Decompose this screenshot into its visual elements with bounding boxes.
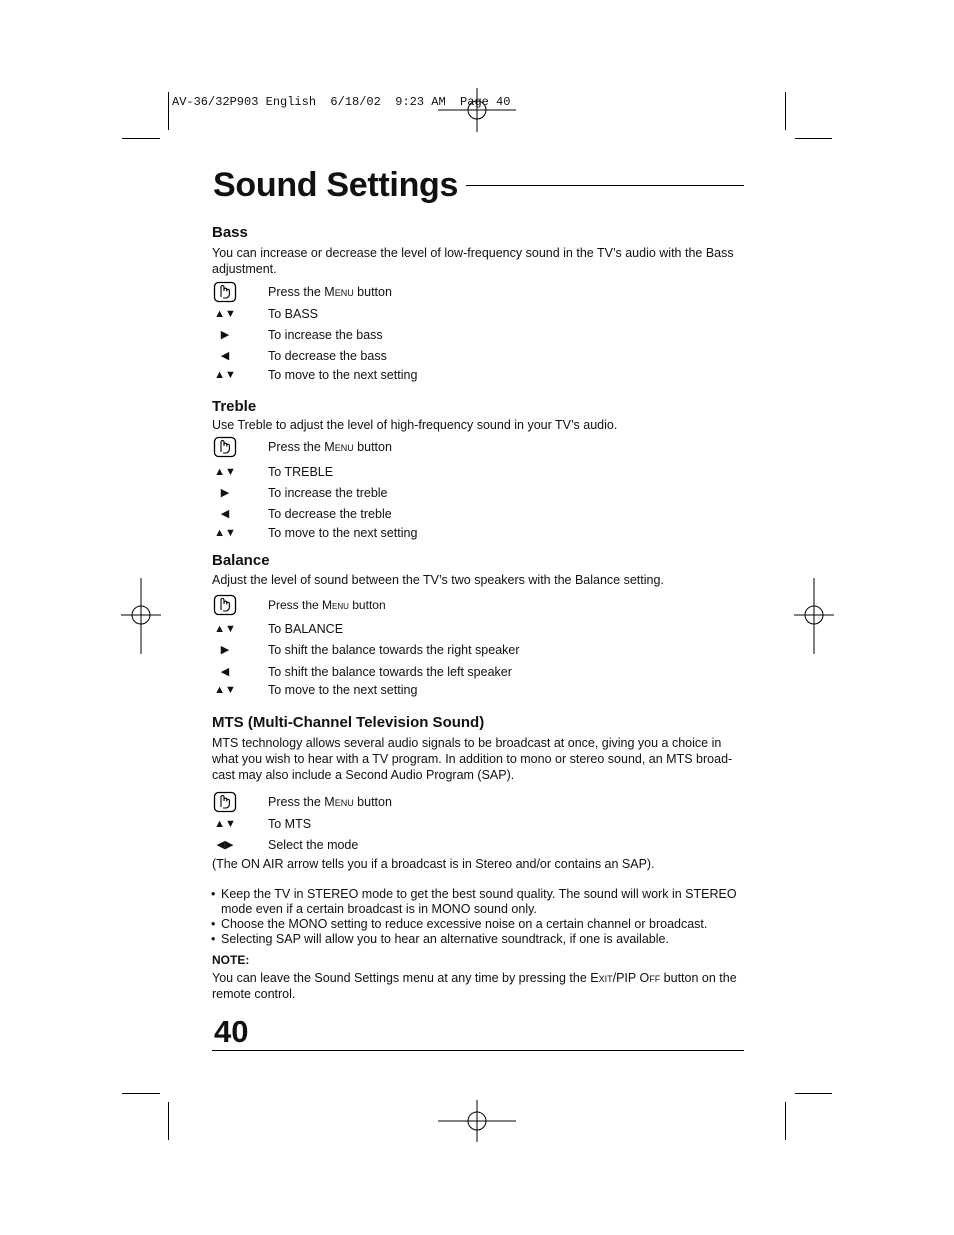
treble-step-3	[212, 507, 752, 527]
step-text: To decrease the treble	[268, 507, 392, 521]
page-title: Sound Settings	[213, 166, 459, 204]
balance-step-menu	[212, 598, 752, 618]
note-text-suffix: button on the remote control.	[212, 971, 737, 1001]
note-text-prefix: You can leave the Sound Settings menu at any time by pressing the	[212, 971, 591, 985]
up-down-arrows-icon: ▲▼	[214, 308, 236, 320]
mts-step-2	[212, 838, 752, 858]
hand-press-icon	[212, 285, 238, 303]
right-arrow-icon: ▶	[220, 329, 230, 341]
treble-step-1	[212, 465, 752, 485]
mts-step-menu	[212, 795, 752, 815]
up-down-arrows-icon: ▲▼	[214, 684, 236, 696]
balance-intro: Adjust the level of sound between the TV’s two speakers with the Balance setting.	[212, 573, 664, 587]
registration-mark-bottom	[438, 1100, 516, 1142]
balance-heading: Balance	[212, 552, 270, 569]
step-text: To TREBLE	[268, 465, 334, 479]
up-down-arrows-icon: ▲▼	[214, 369, 236, 381]
balance-step-2	[212, 643, 752, 663]
treble-step-menu	[212, 440, 752, 460]
menu-key-label: Menu	[322, 598, 349, 612]
menu-key-label: Menu	[324, 795, 354, 809]
note-text	[212, 971, 752, 1002]
up-down-arrows-icon: ▲▼	[214, 466, 236, 478]
up-down-arrows-icon: ▲▼	[214, 818, 236, 830]
left-arrow-icon: ◀	[220, 666, 230, 678]
step-text: To decrease the bass	[268, 349, 387, 363]
hand-press-icon	[212, 598, 238, 616]
step-text: To shift the balance towards the left speaker	[268, 665, 512, 679]
step-text: To move to the next setting	[268, 526, 418, 540]
title-rule	[466, 185, 744, 186]
step-text: To BALANCE	[268, 622, 344, 636]
step-text: To shift the balance towards the right speaker	[268, 643, 520, 657]
pip-label: /PIP	[612, 971, 640, 985]
menu-key-label: Menu	[324, 440, 354, 454]
mts-intro-line-1: MTS technology allows several audio signals to be broadcast at once, giving you a choice in	[212, 736, 722, 750]
right-arrow-icon: ▶	[220, 487, 230, 499]
press-prefix: Press the	[268, 795, 325, 809]
bass-heading: Bass	[212, 224, 248, 241]
step-text: To move to the next setting	[268, 368, 418, 382]
off-key-label: Off	[639, 971, 661, 985]
press-suffix: button	[353, 440, 392, 454]
bass-step-4	[212, 368, 752, 388]
bass-step-3	[212, 349, 752, 369]
step-text: To increase the treble	[268, 486, 388, 500]
mts-heading: MTS (Multi-Channel Television Sound)	[212, 714, 485, 731]
press-suffix: button	[353, 795, 392, 809]
treble-step-4	[212, 526, 752, 546]
mts-bullet-list	[211, 887, 751, 947]
on-air-note: (The ON AIR arrow tells you if a broadcast is in Stereo and/or contains an SAP).	[212, 857, 655, 871]
print-slug: AV-36/32P903 English 6/18/02 9:23 AM Page 40	[172, 95, 511, 109]
treble-intro: Use Treble to adjust the level of high-frequency sound in your TV’s audio.	[212, 418, 618, 432]
mts-intro-line-2: what you wish to hear with a TV program. In addition to mono or stereo sound, an MTS broad-	[212, 752, 733, 766]
left-right-arrows-icon: ◀▶	[216, 839, 234, 851]
treble-step-2	[212, 486, 752, 506]
press-suffix: button	[353, 285, 392, 299]
registration-mark-left	[121, 578, 161, 654]
press-suffix: button	[348, 598, 386, 612]
left-arrow-icon: ◀	[220, 350, 230, 362]
right-arrow-icon: ▶	[220, 644, 230, 656]
bottom-rule	[212, 1050, 744, 1051]
step-text: To BASS	[268, 307, 319, 321]
press-prefix: Press the	[268, 285, 325, 299]
bass-intro: You can increase or decrease the level of low-frequency sound in the TV’s audio with the Bass adjustment.	[212, 246, 734, 276]
note-heading: NOTE:	[212, 953, 250, 967]
left-arrow-icon: ◀	[220, 508, 230, 520]
mts-intro-line-3: cast may also include a Second Audio Program (SAP).	[212, 768, 515, 782]
hand-press-icon	[212, 440, 238, 458]
press-prefix: Press the	[268, 440, 325, 454]
bullet-item: • Choose the MONO setting to reduce excessive noise on a certain channel or broadcast.	[211, 917, 751, 932]
hand-press-icon	[212, 795, 238, 813]
menu-key-label: Menu	[324, 285, 354, 299]
up-down-arrows-icon: ▲▼	[214, 623, 236, 635]
bass-step-menu	[212, 285, 752, 305]
step-text: To increase the bass	[268, 328, 383, 342]
treble-heading: Treble	[212, 398, 257, 415]
step-text: To MTS	[268, 817, 312, 831]
press-prefix: Press the	[268, 598, 323, 612]
mts-step-1	[212, 817, 752, 837]
bass-step-1	[212, 307, 752, 327]
bullet-item: • Selecting SAP will allow you to hear an alternative soundtrack, if one is available.	[211, 932, 751, 947]
registration-mark-right	[794, 578, 834, 654]
step-text: Select the mode	[268, 838, 359, 852]
balance-step-3	[212, 665, 752, 685]
exit-key-label: Exit	[590, 971, 613, 985]
page-number: 40	[214, 1014, 249, 1049]
bass-step-2	[212, 328, 752, 348]
up-down-arrows-icon: ▲▼	[214, 527, 236, 539]
balance-step-1	[212, 622, 752, 642]
balance-step-4	[212, 683, 752, 703]
bullet-item: • Keep the TV in STEREO mode to get the best sound quality. The sound will work in STEREO mode even if a certain broadcast is in MONO sound only.	[211, 887, 751, 917]
step-text: To move to the next setting	[268, 683, 418, 697]
